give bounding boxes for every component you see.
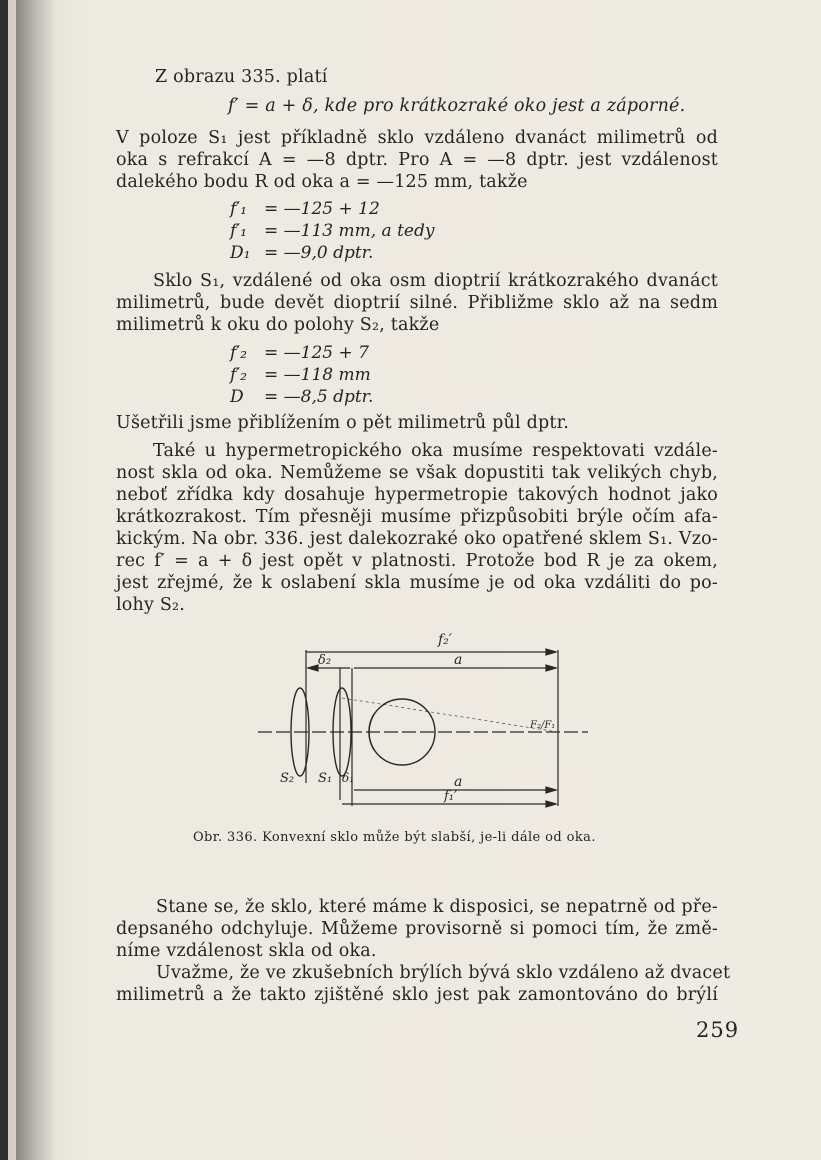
- arrowhead: [308, 665, 318, 671]
- text-line: Uvažme, že ve zkušebních brýlích bývá sklo vzdáleno až dvacet: [156, 963, 731, 983]
- text-line: Z obrazu 335. platí: [155, 67, 328, 87]
- equation-row: [230, 364, 371, 386]
- book-spine-shadow: [16, 0, 56, 1160]
- text-line: krátkozrakost. Tím přesněji musíme přizpůsobiti brýle očím afa-: [116, 507, 718, 527]
- text-line: dalekého bodu R od oka a = —125 mm, takže: [116, 172, 528, 192]
- text-line: depsaného odchyluje. Můžeme provisorně si pomoci tím, že změ-: [116, 919, 718, 939]
- equation-row: [230, 198, 380, 220]
- text-line: V poloze S₁ jest příkladně sklo vzdáleno dvanáct milimetrů od: [116, 128, 718, 148]
- label-f1: f₁′: [444, 789, 457, 804]
- text-line: lohy S₂.: [116, 595, 186, 615]
- label-delta1: δ₁: [342, 771, 355, 785]
- text-line: rec f′ = a + δ jest opět v platnosti. Protože bod R je za okem,: [116, 551, 718, 571]
- equation-rhs: = —118 mm: [264, 365, 371, 385]
- arrowhead: [546, 787, 556, 793]
- label-delta2: δ₂: [318, 653, 332, 668]
- arrowhead: [546, 665, 556, 671]
- text-line: níme vzdálenost skla od oka.: [116, 941, 377, 961]
- text-line: nost skla od oka. Nemůžeme se však dopustiti tak velikých chyb,: [116, 463, 718, 483]
- arrowhead: [546, 649, 556, 655]
- book-page: [8, 0, 821, 1160]
- arrowhead: [546, 801, 556, 807]
- page-number: 259: [696, 1018, 740, 1042]
- text-line: Stane se, že sklo, které máme k disposici, se nepatrně od pře-: [156, 897, 718, 917]
- equation-rhs: = —125 + 12: [264, 199, 380, 219]
- equation-lhs: D: [230, 387, 244, 407]
- text-line: milimetrů a že takto zjištěné sklo jest pak zamontováno do brýlí: [116, 985, 718, 1005]
- equation-row: [230, 342, 369, 364]
- text-line: neboť zřídka kdy dosahuje hypermetropie takových hodnot jako: [116, 485, 718, 505]
- text-line: Také u hypermetropického oka musíme respektovati vzdále-: [153, 441, 718, 461]
- equation-lhs: f′₂: [230, 365, 247, 385]
- text-line: milimetrů, bude devět dioptrií silné. Přibližme sklo až na sedm: [116, 293, 718, 313]
- label-focal: F₂/F₁: [530, 720, 556, 731]
- text-line: Ušetřili jsme přiblížením o pět milimetrů půl dptr.: [116, 413, 570, 433]
- text-line: jest zřejmé, že k oslabení skla musíme je od oka vzdáliti do po-: [116, 573, 718, 593]
- equation-row: [230, 242, 373, 264]
- formula-line: f′ = a + δ, kde pro krátkozraké oko jest a záporné.: [228, 96, 686, 116]
- equation-rhs: = —125 + 7: [264, 343, 369, 363]
- equation-lhs: f′₁: [230, 221, 247, 241]
- text-line: Sklo S₁, vzdálené od oka osm dioptrií krátkozrakého dvanáct: [153, 271, 718, 291]
- label-a-top: a: [454, 652, 463, 668]
- equation-lhs: f′₂: [230, 343, 247, 363]
- text-line: oka s refrakcí A = —8 dptr. Pro A = —8 dptr. jest vzdálenost: [116, 150, 718, 170]
- equation-row: [230, 386, 373, 408]
- label-a-bottom: a: [454, 774, 463, 790]
- label-s2: S₂: [280, 771, 295, 786]
- figure-336-diagram: [258, 628, 598, 814]
- equation-rhs: = —9,0 dptr.: [264, 243, 374, 263]
- text-line: milimetrů k oku do polohy S₂, takže: [116, 315, 440, 335]
- equation-rhs: = —113 mm, a tedy: [264, 221, 435, 241]
- equation-row: [230, 220, 434, 242]
- label-s1: S₁: [318, 771, 333, 786]
- equation-lhs: f′₁: [230, 199, 247, 219]
- equation-lhs: D₁: [230, 243, 251, 263]
- text-line: kickým. Na obr. 336. jest dalekozraké oko opatřené sklem S₁. Vzo-: [116, 529, 718, 549]
- equation-rhs: = —8,5 dptr.: [264, 387, 374, 407]
- figure-caption: Obr. 336. Konvexní sklo může být slabší, je-li dále od oka.: [193, 830, 596, 845]
- label-f2: f₂′: [438, 632, 452, 648]
